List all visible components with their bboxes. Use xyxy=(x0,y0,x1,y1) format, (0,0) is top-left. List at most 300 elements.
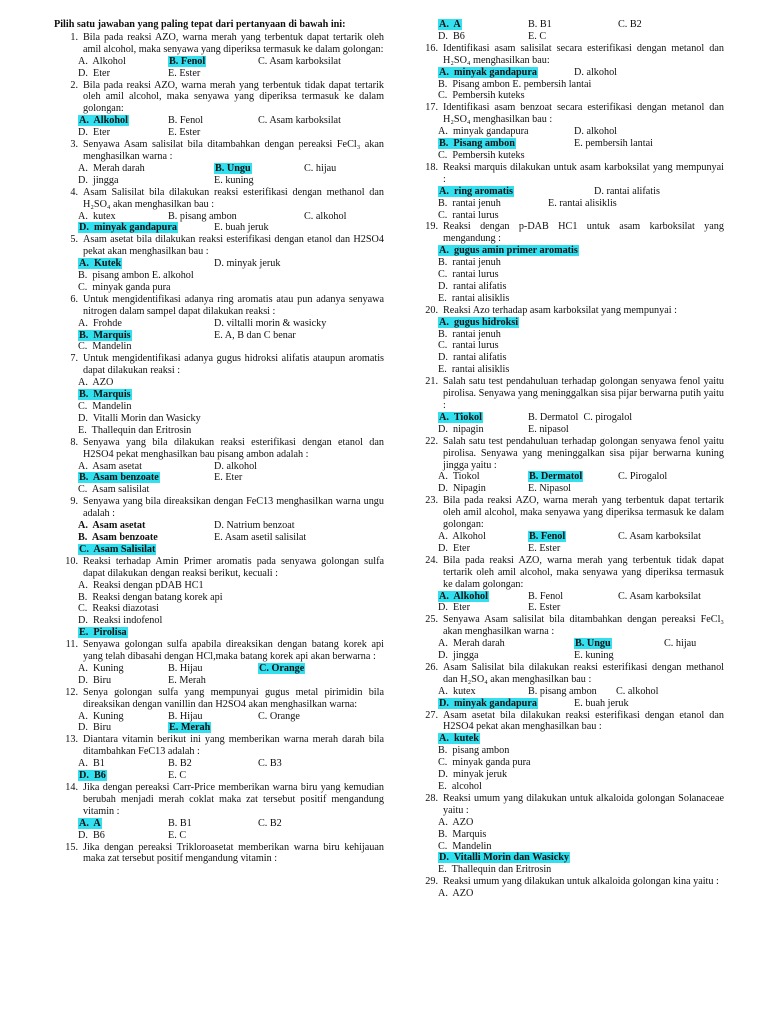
option-row xyxy=(438,126,724,138)
answer-option: E. pembersih lantai xyxy=(574,138,653,150)
option-row xyxy=(78,603,384,615)
option-row xyxy=(78,127,384,139)
question-number: 9. xyxy=(70,496,78,508)
option-row xyxy=(78,580,384,592)
answer-option: D. Nipagin xyxy=(438,483,486,495)
question-text: Jika dengan pereaksi Carr-Price memberikan warna biru yang kemudian berubah menjadi merah coklat maka zat tersebut positif mengandung vitamin : xyxy=(83,782,384,817)
answer-option: D. Eter xyxy=(78,127,110,139)
question-item xyxy=(414,43,724,103)
highlighted-answer: A. Kutek xyxy=(79,258,122,270)
option-row xyxy=(78,711,384,723)
option-row xyxy=(438,281,724,293)
question-number: 18. xyxy=(425,161,438,173)
question-text: Bila pada reaksi AZO, warna merah yang terbentuk tidak dapat tertarik oleh amil alcohol, maka senyawa yang diperiksa termasuk ke dalam golongan: xyxy=(443,554,724,590)
question-item xyxy=(414,102,724,162)
highlighted-answer: A. gugus hidroksi xyxy=(439,316,519,328)
option-row xyxy=(438,471,724,483)
question-text: Senya golongan sulfa yang mempunyai gugus metal pirimidin bila direaksikan dengan vanillin dan H2SO4 akan menghasilkan warna: xyxy=(83,686,384,710)
answer-option: D. jingga xyxy=(438,650,479,662)
answer-option: D. Biru xyxy=(78,674,112,686)
option-row xyxy=(78,461,384,473)
option-row xyxy=(78,115,384,127)
question-number: 2. xyxy=(70,79,78,91)
answer-option: D. rantai alifatis xyxy=(438,280,507,292)
answer-option: B. B1 xyxy=(528,19,552,30)
option-row xyxy=(438,769,724,781)
answer-option: D. Reaksi indofenol xyxy=(78,615,163,627)
answer-option: D. viltalli morin & wasicky xyxy=(214,317,327,329)
answer-option: A. Asam asetat xyxy=(78,520,146,532)
answer-option: C. rantai lurus xyxy=(438,269,499,281)
option-row xyxy=(438,733,724,745)
question-item xyxy=(414,710,724,793)
highlighted-answer: E. Pirolisa xyxy=(79,627,127,639)
highlighted-answer: B. Marquis xyxy=(79,389,131,401)
question-number: 29. xyxy=(425,876,438,888)
answer-option: D. rantai alifatis xyxy=(438,352,507,364)
option-row xyxy=(78,389,384,401)
answer-option: A. Kuning xyxy=(78,662,124,674)
answer-option: C. rantai lurus xyxy=(438,340,499,352)
option-row xyxy=(438,90,724,102)
answer-option: D. minyak jeruk xyxy=(214,258,281,270)
answer-option: B. B1 xyxy=(168,817,192,829)
question-item xyxy=(414,876,724,900)
option-row xyxy=(78,818,384,830)
highlighted-answer: D. minyak gandapura xyxy=(79,222,177,234)
option-row xyxy=(78,413,384,425)
question-item xyxy=(414,162,724,222)
question-text: Asam asetat bila dilakukan reaksi esterifikasi dengan etanol dan H2SO4 pekat akan menghasilkan bau : xyxy=(443,709,724,733)
question-number: 12. xyxy=(65,686,78,698)
option-row xyxy=(438,340,724,352)
highlighted-answer: E. Merah xyxy=(169,722,211,734)
answer-option: E. kuning xyxy=(574,650,614,662)
option-row xyxy=(438,412,724,424)
answer-option: B. pisang ambon xyxy=(168,210,237,222)
question-item xyxy=(54,139,384,187)
answer-option: A. kutex xyxy=(78,210,116,222)
question-item xyxy=(54,782,384,842)
question-text: Senyawa Asam salisilat bila ditambahkan dengan pereaksi FeCl₃ akan menghasilkan warna : xyxy=(83,139,384,162)
question-number: 19. xyxy=(425,221,438,233)
highlighted-answer: D. minyak gandapura xyxy=(439,697,537,709)
highlighted-answer: A. minyak gandapura xyxy=(439,66,537,78)
answer-option: A. Frohde xyxy=(78,317,122,329)
question-item xyxy=(54,496,384,556)
option-row xyxy=(78,627,384,639)
answer-option: C. B3 xyxy=(258,758,282,770)
highlighted-answer: B. Pisang ambon xyxy=(439,138,515,150)
answer-option: A. Kuning xyxy=(78,710,124,722)
option-row xyxy=(78,175,384,187)
question-item xyxy=(54,437,384,497)
option-row xyxy=(78,663,384,675)
answer-option: B. pisang ambon E. alkohol xyxy=(78,270,194,282)
option-row xyxy=(78,163,384,175)
question-item xyxy=(54,639,384,687)
question-item xyxy=(414,305,724,376)
question-item xyxy=(414,495,724,555)
question-item xyxy=(414,614,724,662)
answer-option: D. alkohol xyxy=(214,460,258,472)
question-text: Asam Salisilat bila dilakukan reaksi esterifikasi dengan methanol dan H₂SO₄ akan menghasilkan bau : xyxy=(83,186,384,210)
question-item xyxy=(414,19,724,43)
option-row xyxy=(438,864,724,876)
highlighted-answer: A. kutek xyxy=(439,733,479,745)
option-row xyxy=(438,591,724,603)
question-number: 7. xyxy=(70,353,78,365)
question-item xyxy=(54,842,384,866)
question-text: Diantara vitamin berikut ini yang memberikan warna merah darah bila ditambahkan FeC13 adalah : xyxy=(83,734,384,758)
question-number: 15. xyxy=(65,841,78,853)
answer-option: E. Ester xyxy=(168,127,201,139)
question-number: 25. xyxy=(425,614,438,626)
answer-option: A. Tiokol xyxy=(438,471,480,483)
question-text: Bila pada reaksi AZO, warna merah yang terbentuk dapat tertarik oleh amil alcohol, maka senyawa yang diperiksa termasuk ke dalam golongan: xyxy=(443,495,724,531)
option-row xyxy=(78,520,384,532)
highlighted-answer: A. Alkohol xyxy=(439,590,488,602)
answer-option: A. AZO xyxy=(78,377,114,389)
option-row xyxy=(78,401,384,413)
answer-option: B. Dermatol C. pirogalol xyxy=(528,411,633,423)
option-row xyxy=(78,330,384,342)
question-number: 20. xyxy=(425,304,438,316)
option-row xyxy=(78,341,384,353)
answer-option: D. alkohol xyxy=(574,126,618,138)
answer-option: E. Nipasol xyxy=(528,483,572,495)
highlighted-answer: A. Alkohol xyxy=(79,115,128,127)
highlighted-answer: C. Orange xyxy=(259,662,305,674)
answer-option: C. alkohol xyxy=(304,210,347,222)
option-row xyxy=(438,543,724,555)
answer-option: C. B2 xyxy=(618,19,642,30)
option-row xyxy=(78,222,384,234)
answer-option: E. nipasol xyxy=(528,423,569,435)
option-row xyxy=(438,329,724,341)
question-text: Bila pada reaksi AZO, warna merah yang terbentuk tidak dapat tertarik oleh amil alcohol, maka senyawa yang diperiksa termasuk ke dalam golongan: xyxy=(83,79,384,115)
right-column xyxy=(414,19,724,900)
answer-option: A. Merah darah xyxy=(78,162,145,174)
question-text: Reaksi terhadap Amin Primer aromatis pada senyawa golongan sulfa dapat dilakukan dengan reaksi berikut, kecuali : xyxy=(83,555,384,579)
answer-option: C. Asam salisilat xyxy=(78,484,150,496)
answer-option: E. C xyxy=(528,30,547,42)
answer-option: D. Eter xyxy=(438,602,470,614)
question-number: 28. xyxy=(425,792,438,804)
answer-option: D. Eter xyxy=(78,67,110,79)
answer-option: B. pisang ambon xyxy=(438,745,510,757)
answer-option: C. rantai lurus xyxy=(438,209,499,221)
option-row xyxy=(438,483,724,495)
answer-option: D. Biru xyxy=(78,722,112,734)
question-number: 8. xyxy=(70,436,78,448)
option-row xyxy=(78,270,384,282)
answer-option: D. jingga xyxy=(78,174,119,186)
question-text: Salah satu test pendahuluan terhadap golongan senyawa fenol yaitu pirolisa. Senyawa yang meninggalkan sisa pijar berwarna kuning jingga yaitu : xyxy=(443,435,724,471)
answer-option: B. Marquis xyxy=(438,828,487,840)
option-row xyxy=(78,615,384,627)
question-number: 6. xyxy=(70,293,78,305)
question-number: 3. xyxy=(70,139,78,151)
question-number: 17. xyxy=(425,102,438,114)
answer-option: C. Mandelin xyxy=(78,401,132,412)
question-text: Senyawa Asam salisilat bila ditambahkan dengan pereaksi FeCl₃ akan menghasilkan warna : xyxy=(443,614,724,638)
option-row xyxy=(438,757,724,769)
answer-option: A. B1 xyxy=(78,758,105,770)
option-row xyxy=(438,686,724,698)
option-row xyxy=(438,352,724,364)
answer-option: C. Reaksi diazotasi xyxy=(78,603,159,615)
option-row xyxy=(438,852,724,864)
question-item xyxy=(54,556,384,639)
question-text: Reaksi umum yang dilakukan untuk alkaloida golongan Solanaceae yaitu : xyxy=(443,792,724,816)
answer-option: C. minyak ganda pura xyxy=(78,281,171,293)
question-text: Bila pada reaksi AZO, warna merah yang terbentuk dapat tertarik oleh amil alcohol, maka senyawa yang diperiksa termasuk ke dalam golongan: xyxy=(83,31,384,55)
answer-option: D. B6 xyxy=(78,829,105,841)
question-text: Senyawa golongan sulfa apabila direaksikan dengan batang korek api yang telah dibasahi dengan HCl,maka batang korek api akan berwarna : xyxy=(83,639,384,663)
answer-option: D. rantai alifatis xyxy=(594,185,660,197)
answer-option: E. rantai alisiklis xyxy=(438,364,510,376)
option-row xyxy=(438,364,724,376)
answer-option: E. A, B dan C benar xyxy=(214,329,296,341)
question-number: 13. xyxy=(65,734,78,746)
option-row xyxy=(78,318,384,330)
answer-option: A. AZO xyxy=(438,888,474,900)
option-row xyxy=(438,531,724,543)
highlighted-answer: B. Ungu xyxy=(215,162,251,174)
answer-option: D. nipagin xyxy=(438,423,484,435)
question-text: Untuk mengidentifikasi adanya gugus hidroksi alifatis ataupun aromatis dapat dilakukan reaksi : xyxy=(83,353,384,377)
question-number: 1. xyxy=(70,31,78,43)
option-row xyxy=(438,186,724,198)
question-item xyxy=(414,555,724,615)
option-row xyxy=(78,675,384,687)
question-number: 16. xyxy=(425,42,438,54)
question-number: 22. xyxy=(425,435,438,447)
question-number: 14. xyxy=(65,782,78,793)
highlighted-answer: C. Asam Salisilat xyxy=(79,543,156,555)
highlighted-answer: B. Ungu xyxy=(575,638,611,650)
question-number: 24. xyxy=(425,554,438,566)
answer-option: C. Mandelin xyxy=(438,840,492,852)
answer-option: E. Ester xyxy=(528,542,561,554)
question-item xyxy=(414,793,724,876)
option-row xyxy=(78,758,384,770)
option-row xyxy=(438,245,724,257)
question-item xyxy=(54,32,384,80)
answer-option: A. kutex xyxy=(438,685,476,697)
answer-option: C. minyak ganda pura xyxy=(438,757,531,769)
answer-option: B. rantai jenuh xyxy=(438,197,501,209)
answer-option: C. B2 xyxy=(258,817,282,829)
answer-option: C. Pirogalol xyxy=(618,471,668,483)
option-row xyxy=(438,424,724,436)
answer-option: D. minyak jeruk xyxy=(438,769,508,781)
option-row xyxy=(78,68,384,80)
answer-option: E. Asam asetil salisilat xyxy=(214,531,307,543)
option-row xyxy=(438,269,724,281)
highlighted-answer: B. Marquis xyxy=(79,329,131,341)
question-item xyxy=(414,221,724,304)
answer-option: A. Alkohol xyxy=(78,55,126,67)
highlighted-answer: A. Tiokol xyxy=(439,411,482,423)
option-row xyxy=(438,79,724,91)
question-number: 10. xyxy=(65,555,78,567)
option-row xyxy=(438,257,724,269)
question-text: Asam asetat bila dilakukan reaksi esterifikasi dengan etanol dan H2SO4 pekat akan menghasilkan bau : xyxy=(83,234,384,258)
highlighted-answer: B. Asam benzoate xyxy=(79,472,159,484)
answer-option: E. Eter xyxy=(214,472,243,484)
question-number: 23. xyxy=(425,495,438,507)
option-row xyxy=(78,258,384,270)
answer-option: C. Pembersih kuteks xyxy=(438,90,525,102)
answer-option: C. Orange xyxy=(258,710,300,722)
option-row xyxy=(438,698,724,710)
answer-option: B. pisang ambon xyxy=(528,685,597,697)
answer-option: A. Reaksi dengan pDAB HC1 xyxy=(78,579,204,591)
option-row xyxy=(438,745,724,757)
question-text: Jika dengan pereaksi Trikloroasetat memberikan warna biru kehijauan maka zat tersebut positif mengandung vitamin : xyxy=(83,841,384,865)
option-row xyxy=(78,770,384,782)
question-item xyxy=(54,294,384,354)
highlighted-answer: D. B6 xyxy=(79,770,106,782)
question-number: 21. xyxy=(425,376,438,388)
option-row xyxy=(438,19,724,31)
answer-option: E. Merah xyxy=(168,674,206,686)
question-item xyxy=(54,234,384,294)
answer-option: A. Asam asetat xyxy=(78,460,142,472)
answer-option: C. Pembersih kuteks xyxy=(438,149,525,161)
answer-option: E. alcohol xyxy=(438,781,482,792)
option-row xyxy=(78,282,384,294)
option-row xyxy=(78,484,384,496)
option-row xyxy=(438,293,724,305)
question-text: Salah satu test pendahuluan terhadap golongan senyawa fenol yaitu pirolisa. Senyawa yang meninggalkan sisa pijar berwarna putih yaitu : xyxy=(443,376,724,411)
answer-option: A. AZO xyxy=(438,816,474,828)
question-number: 4. xyxy=(70,186,78,198)
option-row xyxy=(438,650,724,662)
option-row xyxy=(78,425,384,437)
highlighted-answer: A. ring aromatis xyxy=(439,185,513,197)
question-text: Senyawa yang bila dilakukan reaksi esterifikasi dengan etanol dan H2SO4 pekat menghasilkan bau pisang ambon adalah : xyxy=(83,436,384,460)
option-row xyxy=(438,317,724,329)
question-text: Reaksi Azo terhadap asam karboksilat yang mempunyai : xyxy=(443,304,677,316)
answer-option: E. Ester xyxy=(528,602,561,614)
option-row xyxy=(438,888,724,900)
option-row xyxy=(438,150,724,162)
option-row xyxy=(438,829,724,841)
highlighted-answer: B. Dermatol xyxy=(529,471,583,483)
option-row xyxy=(78,592,384,604)
option-row xyxy=(78,722,384,734)
question-text: Senyawa yang bila direaksikan dengan FeC13 menghasilkan warna ungu adalah : xyxy=(83,496,384,520)
question-item xyxy=(54,80,384,140)
answer-option: C. Mandelin xyxy=(78,341,132,353)
answer-option: E. kuning xyxy=(214,174,254,186)
question-item xyxy=(414,662,724,710)
question-item xyxy=(54,687,384,735)
option-row xyxy=(438,198,724,210)
answer-option: B. Asam benzoate xyxy=(78,531,158,543)
option-row xyxy=(438,67,724,79)
answer-option: A. Merah darah xyxy=(438,638,505,650)
answer-option: E. Thallequin dan Eritrosin xyxy=(78,424,192,436)
question-number: 26. xyxy=(425,661,438,673)
question-text: Reaksi marquis dilakukan untuk asam karboksilat yang mempunyai : xyxy=(443,161,724,185)
option-row xyxy=(438,210,724,222)
question-text: Reaksi umum yang dilakukan untuk alkaloida golongan kina yaitu : xyxy=(443,876,719,888)
option-row xyxy=(78,56,384,68)
question-item xyxy=(54,187,384,235)
highlighted-answer: A. A xyxy=(439,19,461,30)
question-text: Identifikasi asam salisilat secara esterifikasi dengan metanol dan H₂SO₄ menghasilkan bau: xyxy=(443,42,724,66)
answer-option: B. Pisang ambon E. pembersih lantai xyxy=(438,78,592,90)
answer-option: B. Fenol xyxy=(168,115,204,127)
question-item xyxy=(54,734,384,782)
answer-option: B. rantai jenuh xyxy=(438,328,501,340)
answer-option: C. alkohol xyxy=(616,685,659,697)
option-row xyxy=(438,138,724,150)
question-item xyxy=(54,353,384,436)
answer-option: D. Vitalli Morin dan Wasicky xyxy=(78,412,201,424)
answer-option: A. Alkohol xyxy=(438,530,486,542)
highlighted-answer: D. Vitalli Morin dan Wasicky xyxy=(439,852,570,864)
question-text: Untuk mengidentifikasi adanya ring aromatis atau pun adanya senyawa nitrogen dalam sampel dapat dilakukan reaksi : xyxy=(83,293,384,317)
answer-option: C. Asam karboksilat xyxy=(258,115,341,127)
answer-option: E. Ester xyxy=(168,67,201,79)
option-row xyxy=(438,638,724,650)
answer-option: E. rantai alisiklis xyxy=(548,197,617,209)
question-item xyxy=(414,436,724,496)
question-text: Identifikasi asam benzoat secara esterifikasi dengan metanol dan H₂SO₄ menghasilkan bau : xyxy=(443,102,724,126)
answer-option: B. Reaksi dengan batang korek api xyxy=(78,591,223,603)
option-row xyxy=(78,544,384,556)
question-item xyxy=(414,376,724,436)
answer-option: B. Fenol xyxy=(528,590,564,602)
answer-option: D. B6 xyxy=(438,30,465,42)
answer-option: E. C xyxy=(168,829,187,841)
question-number: 27. xyxy=(425,709,438,721)
left-column xyxy=(54,19,384,865)
option-row xyxy=(438,817,724,829)
highlighted-answer: A. gugus amin primer aromatis xyxy=(439,245,578,257)
highlighted-answer: A. A xyxy=(79,817,101,829)
question-number: 11. xyxy=(65,639,78,651)
answer-option: C. hijau xyxy=(304,162,337,174)
option-row xyxy=(438,31,724,43)
answer-option: C. hijau xyxy=(664,638,697,650)
option-row xyxy=(78,532,384,544)
answer-option: D. alkohol xyxy=(574,66,618,78)
answer-option: E. buah jeruk xyxy=(574,697,629,709)
highlighted-answer: B. Fenol xyxy=(169,55,206,67)
answer-option: E. Thallequin dan Eritrosin xyxy=(438,864,552,876)
highlighted-answer: B. Fenol xyxy=(529,530,566,542)
answer-option: E. rantai alisiklis xyxy=(438,292,510,304)
option-row xyxy=(78,377,384,389)
question-number: 5. xyxy=(70,234,78,246)
answer-option: C. Asam karboksilat xyxy=(258,55,341,67)
option-row xyxy=(78,211,384,223)
answer-option: D. Natrium benzoat xyxy=(214,520,295,532)
option-row xyxy=(438,781,724,793)
answer-option: C. Asam karboksilat xyxy=(618,590,701,602)
option-row xyxy=(438,602,724,614)
option-row xyxy=(438,841,724,853)
answer-option: B. rantai jenuh xyxy=(438,257,501,269)
answer-option: B. Hijau xyxy=(168,662,203,674)
answer-option: B. B2 xyxy=(168,758,192,770)
